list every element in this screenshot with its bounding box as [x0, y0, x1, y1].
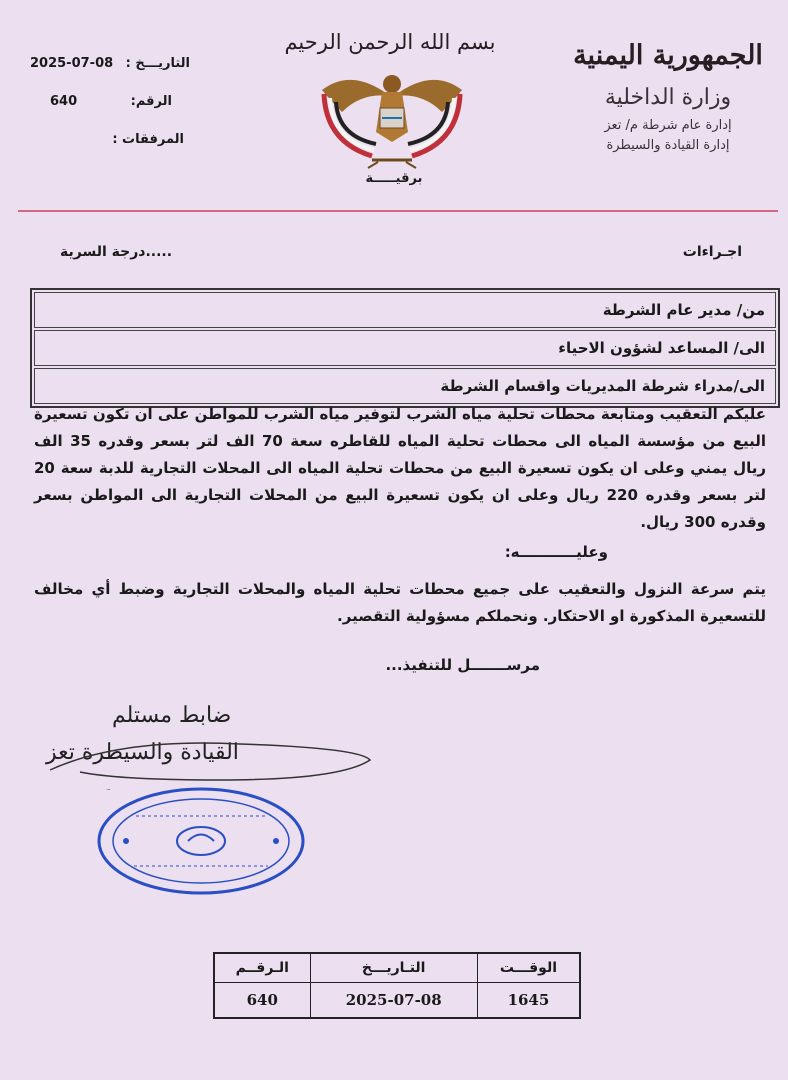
- therefore-heading: وعليـــــــــــه:: [504, 543, 608, 561]
- department-line-1: إدارة عام شرطة م/ تعز: [604, 118, 732, 133]
- number-label: الرقم:: [130, 94, 172, 109]
- number-value: 640: [50, 94, 78, 109]
- time-header: الوقـــت: [477, 953, 580, 983]
- ministry-title: وزارة الداخلية: [604, 85, 732, 110]
- recipient-row-to-2: [34, 368, 776, 404]
- time-value: 1645: [477, 983, 580, 1019]
- recipients-table: [30, 288, 780, 408]
- department-line-2: إدارة القيادة والسيطرة: [606, 138, 730, 153]
- recipient-from: من/ مدير عام الشرطة: [602, 301, 765, 319]
- basmala: بسم الله الرحمن الرحيم: [284, 30, 496, 54]
- letterhead-right: [568, 40, 768, 156]
- recipient-row-to-1: [34, 330, 776, 366]
- sent-for-execution: مرســـــــل للتنفيذ...: [385, 656, 540, 674]
- recipient-to-2: الى/مدراء شرطة المديريات واقسام الشرطة: [440, 377, 765, 395]
- republic-title: الجمهورية اليمنية: [573, 40, 763, 71]
- letterhead-left: [20, 56, 190, 154]
- date-header: التـاريـــخ: [310, 953, 477, 983]
- signature-line-1: ضابط مستلم: [112, 703, 232, 728]
- telegram-label: برقيـــــة: [365, 171, 423, 186]
- date-label: التاريـــخ :: [125, 56, 190, 71]
- procedures-label: اجـراءات: [682, 244, 742, 260]
- official-stamp-icon: [96, 786, 306, 896]
- header-divider: [18, 210, 778, 212]
- dispatch-info-table: [213, 952, 581, 1019]
- number-cell-value: 640: [214, 983, 310, 1019]
- number-header: الـرقــم: [214, 953, 310, 983]
- date-cell-value: 2025-07-08: [310, 983, 477, 1019]
- recipient-to-1: الى/ المساعد لشؤون الاحياء: [558, 339, 765, 357]
- body-paragraph-2: يتم سرعة النزول والتعقيب على جميع محطات تحلية المياه والمحلات التجارية وضبط أي مخالف للتسعيرة المذكورة او الاحتكار. ونحملكم مسؤولية التقصير.: [34, 580, 766, 625]
- signature-line-2: القيادة والسيطرة تعز: [46, 740, 239, 765]
- eagle-emblem-icon: [312, 62, 472, 170]
- date-value: 2025-07-08: [30, 56, 114, 71]
- secrecy-level: درجة السرية.....: [60, 244, 173, 260]
- recipient-row-from: [34, 292, 776, 328]
- body-paragraph-1: عليكم التعقيب ومتابعة محطات تحلية مياه الشرب لتوفير مياه الشرب للمواطن على ان تكون تسعيرة البيع من مؤسسة المياه الى محطات تحلية المياه للقاطره سعة 70 الف لتر بسعر وقدره 35 الف ريال يمني وعلى ان يكون تسعيرة البيع من محطات تحلية المياه الى المحلات التجارية للدبة سعة 20 لتر بسعر وقدره 220 ريال وعلى ان يكون تسعيرة البيع من المحلات التجارية الى المواطن بسعر وقدره 300 ريال.: [34, 405, 766, 531]
- signature-scribble-icon: [40, 730, 380, 790]
- attachments-label: المرفقات :: [112, 132, 184, 147]
